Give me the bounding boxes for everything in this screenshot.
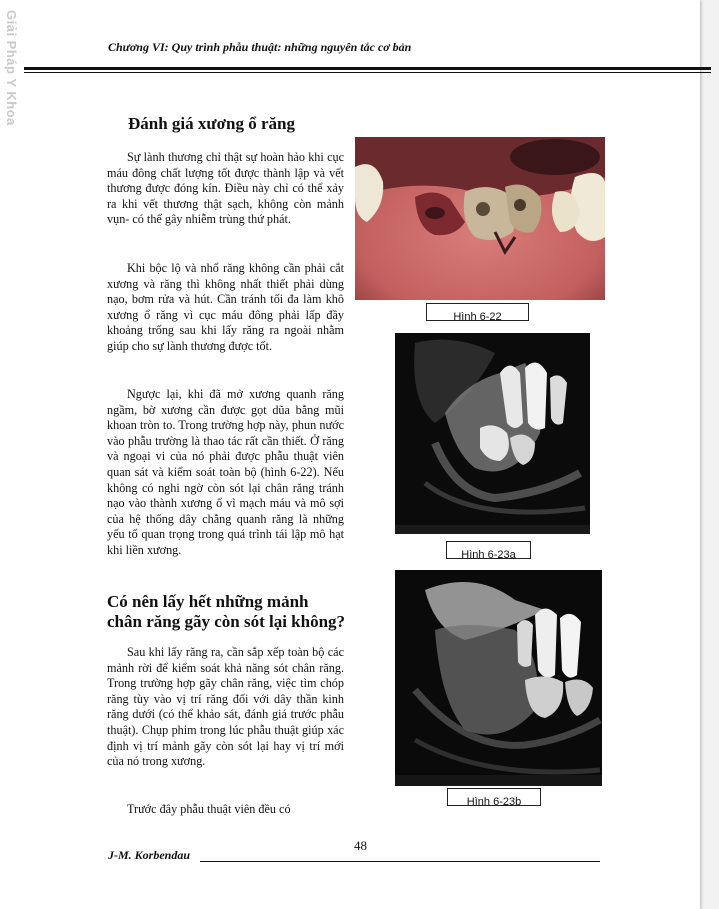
page-number: 48 (354, 838, 367, 853)
header-rule-thick (24, 67, 711, 70)
figure-6-22-photo (355, 137, 605, 300)
section-heading-alveolar-bone: Đánh giá xương ổ răng (128, 114, 295, 133)
paragraph-5: Trước đây phẫu thuật viên đều có (127, 802, 291, 816)
paragraph-3: Ngược lại, khi đã mở xương quanh răng ngầm, bờ xương cần được gọt dũa bằng mũi khoan tròn to. Trong trường hợp này, phun nước vào phẫu trường là thao tác rất cần thiết. Ở răng và ngoại vi của nó phải được phẫu thuật viên quan sát và kiểm soát toàn bộ (hình 6-22). Nếu không có nghi ngờ còn sót lại chân răng tránh nạo vào thành xương ổ vì mạch máu và mô sợi của hệ thống dây chằng quanh răng là những yếu tố quan trọng trong quá trình tái lập mô hạt khi liền xương. (107, 387, 344, 557)
section-heading-root-fragments: Có nên lấy hết những mảnh chân răng gãy còn sót lại không? (107, 592, 346, 631)
chapter-header: Chương VI: Quy trình phẫu thuật: những nguyên tắc cơ bản (108, 40, 412, 54)
footer-rule (200, 861, 600, 862)
author-name: J-M. Korbendau (108, 848, 191, 862)
figure-6-23b-xray (395, 570, 602, 786)
paragraph-4: Sau khi lấy răng ra, cần sắp xếp toàn bộ các mảnh rời để kiểm soát khả năng sót chân răng. Trong trường hợp gãy chân răng, việc tìm chóp răng tùy vào vị trí răng đối với dây thần kinh răng dưới (có thể khảo sát, đánh giá trước phẫu thuật). Chụp phim trong lúc phẫu thuật giúp xác định vị trí mảnh gãy còn sót lại hay vị trí mới của nó trong xương. (107, 645, 344, 769)
figure-6-23a-xray (395, 333, 590, 534)
paragraph-2: Khi bộc lộ và nhổ răng không cần phải cắt xương và răng thì không nhất thiết phải dùng nạo, bơm rửa và hút. Cần tránh tối đa làm khô xương ổ răng vì cục máu đông phải lấp đầy khoảng trống sau khi lấy răng ra ngoài nhằm giúp cho sự lành thương được tốt. (107, 261, 344, 353)
paragraph-1: Sự lành thương chỉ thật sự hoàn hảo khi cục máu đông chất lượng tốt được thành lập và vết thương được đóng kín. Điều này chỉ có thể xảy ra khi vết thương thật sạch, không còn mảnh vụn- có thể gây nhiễm trùng thứ phát. (107, 150, 344, 227)
figure-6-22-caption: Hình 6-22 (426, 303, 529, 321)
figure-6-23b-caption: Hình 6-23b (447, 788, 541, 806)
header-rule-thin (24, 72, 711, 73)
watermark: Giải Pháp Y Khoa (4, 10, 19, 126)
figure-6-23a-caption: Hình 6-23a (446, 541, 531, 559)
